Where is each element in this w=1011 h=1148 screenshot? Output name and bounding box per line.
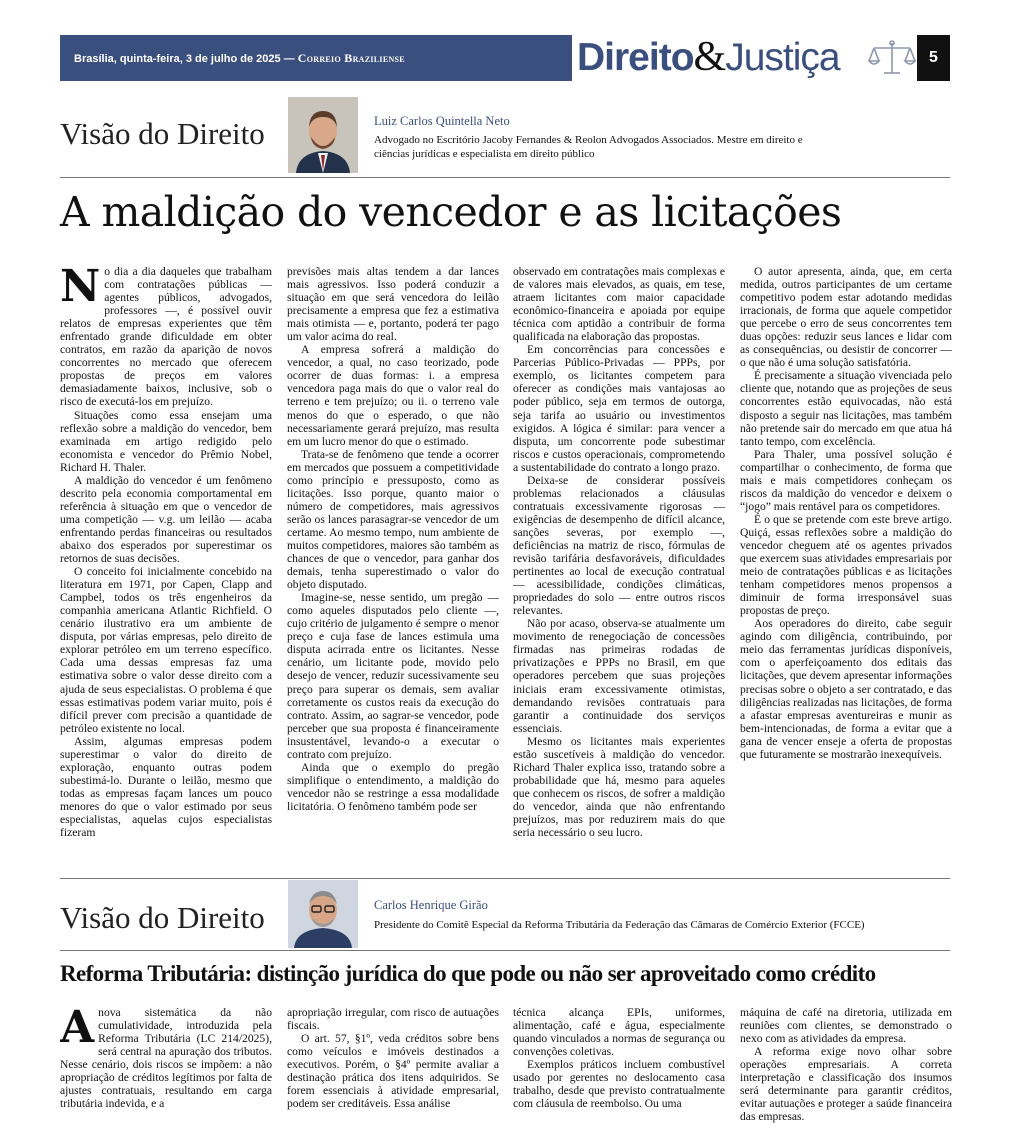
paragraph: o dia a dia daqueles que trabalham com contratações públicas — agentes públicos, advogados, professores —, é possível ouvir relatos de empresas experientes que têm enfrentado grande dificuldade em obter contratos, em razão da aparição de novos concorrentes no mercado que oferecem propostas de preços em valores demasiadamente baixos, inclusive, sob o risco de executá-los em prejuízo. <box>60 265 272 409</box>
paragraph: previsões mais altas tendem a dar lances mais agressivos. Isso poderá conduzir a situação em que será vencedora do leilão precisamente a empresa que fez a estimativa mais otimista — e, portanto, poderá ter pago um valor acima do real. <box>287 265 499 344</box>
article-column-2 <box>287 265 499 857</box>
divider <box>60 878 950 879</box>
page-number: 5 <box>917 35 950 81</box>
divider <box>60 177 950 178</box>
section-label: Visão do Direito <box>60 116 265 151</box>
paragraph: É o que se pretende com este breve artigo. Quiçá, essas reflexões sobre a maldição do vencedor cheguem até os agentes privados que exercem suas atividades empresariais por meio de contratações públicas e as licitações tenham competidores menos propensos a diminuir de forma irresponsável suas propostas de preço. <box>740 512 952 618</box>
header-dateline <box>74 35 405 81</box>
section-label: Visão do Direito <box>60 900 265 935</box>
paragraph: A reforma exige novo olhar sobre operações empresariais. A correta interpretação e classificação dos insumos será determinante para garantir créditos, evitar autuações e proteger a saúde financeira das empresas. <box>740 1045 952 1124</box>
paragraph: apropriação irregular, com risco de autuações fiscais. <box>287 1006 499 1033</box>
divider <box>60 950 950 951</box>
paragraph: Exemplos práticos incluem combustível usado por gerentes no deslocamento casa trabalho, desde que previsto contratualmente com cláusula de reembolso. Ou uma <box>513 1058 725 1111</box>
article-column-3 <box>513 1006 725 1124</box>
paragraph: máquina de café na diretoria, utilizada em reuniões com clientes, se demonstrado o nexo com as atividades da empresa. <box>740 1006 952 1046</box>
author-portrait-icon <box>288 880 358 948</box>
article-column-2 <box>287 1006 499 1124</box>
section-title <box>577 33 840 81</box>
paragraph: A empresa sofrerá a maldição do vencedor, a qual, no caso teorizado, pode ocorrer de duas formas: i. a empresa vencedora paga mais do que o valor real do terreno e tem prejuízo; ou ii. o terreno vale menos do que o esperado, o que não necessariamente gerará prejuízo, mas resulta em um lucro menor do que o estimado. <box>287 343 499 448</box>
paragraph: Não por acaso, observa-se atualmente um movimento de renegociação de concessões firmadas nas primeiras rodadas de privatizações e PPPs no Brasil, em que operadores percebem que suas projeções iniciais eram excessivamente otimistas, demandando revisões contratuais para garantir a continuidade dos serviços essenciais. <box>513 617 725 735</box>
drop-cap: N <box>60 265 101 312</box>
article-headline: Reforma Tributária: distinção jurídica do que pode ou não ser aproveitado como crédito <box>60 961 876 986</box>
paragraph: Assim, algumas empresas podem superestimar o valor do direito de exploração, enquanto outras podem subestimá-lo. Durante o leilão, mesmo que todas as empresas façam lances um pouco menores do que o valor estimado por seus especialistas, aquelas cujos especialistas fizeram <box>60 734 272 840</box>
author-bio: Advogado no Escritório Jacoby Fernandes & Reolon Advogados Associados. Mestre em direito e ciências jurídicas e especialista em direito público <box>374 134 803 160</box>
paragraph: Trata-se de fenômeno que tende a ocorrer em mercados que possuem a competitividade como princípio e pressuposto, como as licitações. Isso porque, quanto maior o número de competidores, mais agressivos serão os lances parasagrar-se vencedor de um certame. Ao mesmo tempo, num ambiente de muitos competidores, maiores são também as chances de que o vencedor, para ganhar dos demais, tenha superestimado o valor do objeto disputado. <box>287 447 499 592</box>
author-portrait-icon <box>288 97 358 173</box>
author-photo <box>288 97 358 173</box>
paragraph: Aos operadores do direito, cabe seguir agindo com diligência, contribuindo, por meio das ferramentas jurídicas disponíveis, com o aperfeiçoamento dos editais das licitações, que devem apresentar informações precisas sobre o objeto a ser contratado, e das diligências realizadas nas licitações, de forma a afastar empresas aventureiras e munir as bem-intencionadas, de forma a evitar que a gana de vencer enseje a oferta de propostas que futuramente se mostrarão inexequíveis. <box>740 617 952 761</box>
article-headline: A maldição do vencedor e as licitações <box>60 188 842 236</box>
paragraph: Em concorrências para concessões e Parcerias Público-Privadas — PPPs, por exemplo, os licitantes competem para oferecer as condições mais vantajosas ao poder público, seja em termos de outorga, seja tarifa ao usuário ou investimentos exigidos. A lógica é similar: para vencer a disputa, um concorrente pode subestimar riscos e custos operacionais, comprometendo a sustentabilidade do contrato a longo prazo. <box>513 343 725 474</box>
article-column-3 <box>513 265 725 857</box>
newspaper-brand: Correio Braziliense <box>297 51 405 65</box>
paragraph: O autor apresenta, ainda, que, em certa medida, outros participantes de um certame competitivo podem estar adotando medidas irracionais, de forma que aquele competidor que percebe o erro de seus concorrentes tem duas opções: reduzir seus lances e lidar com as consequências, ou desistir de concorrer — o que não é uma solução satisfatória. <box>740 265 952 370</box>
paragraph: Situações como essa ensejam uma reflexão sobre a maldição do vencedor, bem examinada em artigo redigido pelo economista e vencedor do Prêmio Nobel, Richard H. Thaler. <box>60 408 272 474</box>
paragraph: O conceito foi inicialmente concebido na literatura em 1971, por Capen, Clapp and Campbel, todos os três engenheiros da companhia americana Atlantic Richfield. O cenário ilustrativo era um ambiente de disputa, por várias empresas, pelo direito de explorar petróleo em um terreno específico. Cada uma dessas empresas faz uma estimativa sobre o valor desse direito com a ajuda de seus especialistas. O problema é que essas estimativas podem variar muito, pois é difícil prever com precisão a quantidade de petróleo existente no local. <box>60 565 272 735</box>
scales-of-justice-icon <box>868 39 916 77</box>
page-header <box>60 35 950 81</box>
article-column-1 <box>60 1006 272 1124</box>
section-title-amp: & <box>693 34 726 80</box>
paragraph: Deixa-se de considerar possíveis problemas relacionados a cláusulas contratuais excessivamente rigorosas — exigências de desempenho de difícil alcance, sanções severas, por exemplo —, deficiências na matriz de risco, fórmulas de revisão tarifária desfavoráveis, dificuldades pertinentes ao local de execução contratual — acessibilidade, condições climáticas, propriedades do solo — entre outros riscos relevantes. <box>513 473 725 618</box>
paragraph: Para Thaler, uma possível solução é compartilhar o conhecimento, de forma que mais e mais competidores conheçam os riscos da maldição do vencedor e deixem o “jogo” mais rentável para os competidores. <box>740 447 952 513</box>
paragraph: Imagine-se, nesse sentido, um pregão — como aqueles disputados pelo cliente —, cujo critério de julgamento é sempre o menor preço e cuja fase de lances estimula uma disputa acirrada entre os licitantes. Nesse cenário, um licitante pode, movido pelo desejo de vencer, reduzir sucessivamente seu preço para superar os demais, sem avaliar corretamente os custos reais da execução do contrato. Assim, ao sagrar-se vencedor, pode perceber que sua proposta é financeiramente insustentável, levando-o a executar o contrato com prejuízo. <box>287 591 499 761</box>
author-name: Luiz Carlos Quintella Neto <box>374 114 510 128</box>
drop-cap: A <box>60 1006 95 1053</box>
paragraph: É precisamente a situação vivenciada pelo cliente que, notando que as projeções de seus concorrentes estão equivocadas, não está disposto a seguir nas licitações, mas também não pretende sair do mercado em que atua há tanto tempo, com excelência. <box>740 369 952 448</box>
section-title-part2: Justiça <box>725 36 840 79</box>
paragraph: nova sistemática da não cumulatividade, introduzida pela Reforma Tributária (LC 214/2025), será central na apuração dos tributos. Nesse cenário, dois riscos se impõem: a não apropriação de créditos legítimos por falta de ajustes contratuais, resultando em carga tributária indevida, e a <box>60 1006 272 1111</box>
author-name: Carlos Henrique Girão <box>374 898 488 912</box>
dateline-text: Brasília, quinta-feira, 3 de julho de 2025 — <box>74 53 295 65</box>
section-title-part1: Direito <box>577 36 694 79</box>
article-column-4 <box>740 1006 952 1124</box>
author-bio: Presidente do Comitê Especial da Reforma Tributária da Federação das Câmaras de Comércio Exterior (FCCE) <box>374 919 865 931</box>
paragraph: técnica alcança EPIs, uniformes, alimentação, café e água, especialmente quando vinculados a normas de segurança ou convenções coletivas. <box>513 1006 725 1059</box>
paragraph: O art. 57, §1º, veda créditos sobre bens como veículos e imóveis destinados a executivos. Porém, o §4º permite avaliar a destinação prática dos itens adquiridos. Se forem essenciais à atividade empresarial, podem ser creditáveis. Essa análise <box>287 1032 499 1111</box>
paragraph: A maldição do vencedor é um fenômeno descrito pela economia comportamental em referência à situação em que o vencedor de uma competição — v.g. um leilão — acaba enfrentando perdas financeiras ou resultados abaixo dos esperados por superestimar os retornos de suas decisões. <box>60 473 272 566</box>
author-photo <box>288 880 358 948</box>
article-column-4 <box>740 265 952 857</box>
paragraph: observado em contratações mais complexas e de valores mais elevados, as quais, em tese, atraem licitantes com maior capacidade econômico-financeira e apoiada por equipe técnica com aptidão a contribuir de forma qualificada na elaboração das propostas. <box>513 265 725 344</box>
paragraph: Mesmo os licitantes mais experientes estão suscetíveis à maldição do vencedor. Richard Thaler explica isso, tratando sobre a probabilidade que há, mesmo para aqueles que conhecem os riscos, de sofrer a maldição do vencedor, ainda que não enfrentando prejuízos, mas por reduzirem mais do que seria necessário o seu lucro. <box>513 734 725 840</box>
article-column-1 <box>60 265 272 857</box>
paragraph: Ainda que o exemplo do pregão simplifique o entendimento, a maldição do vencedor não se restringe a essa modalidade licitatória. O fenômeno também pode ser <box>287 760 499 813</box>
